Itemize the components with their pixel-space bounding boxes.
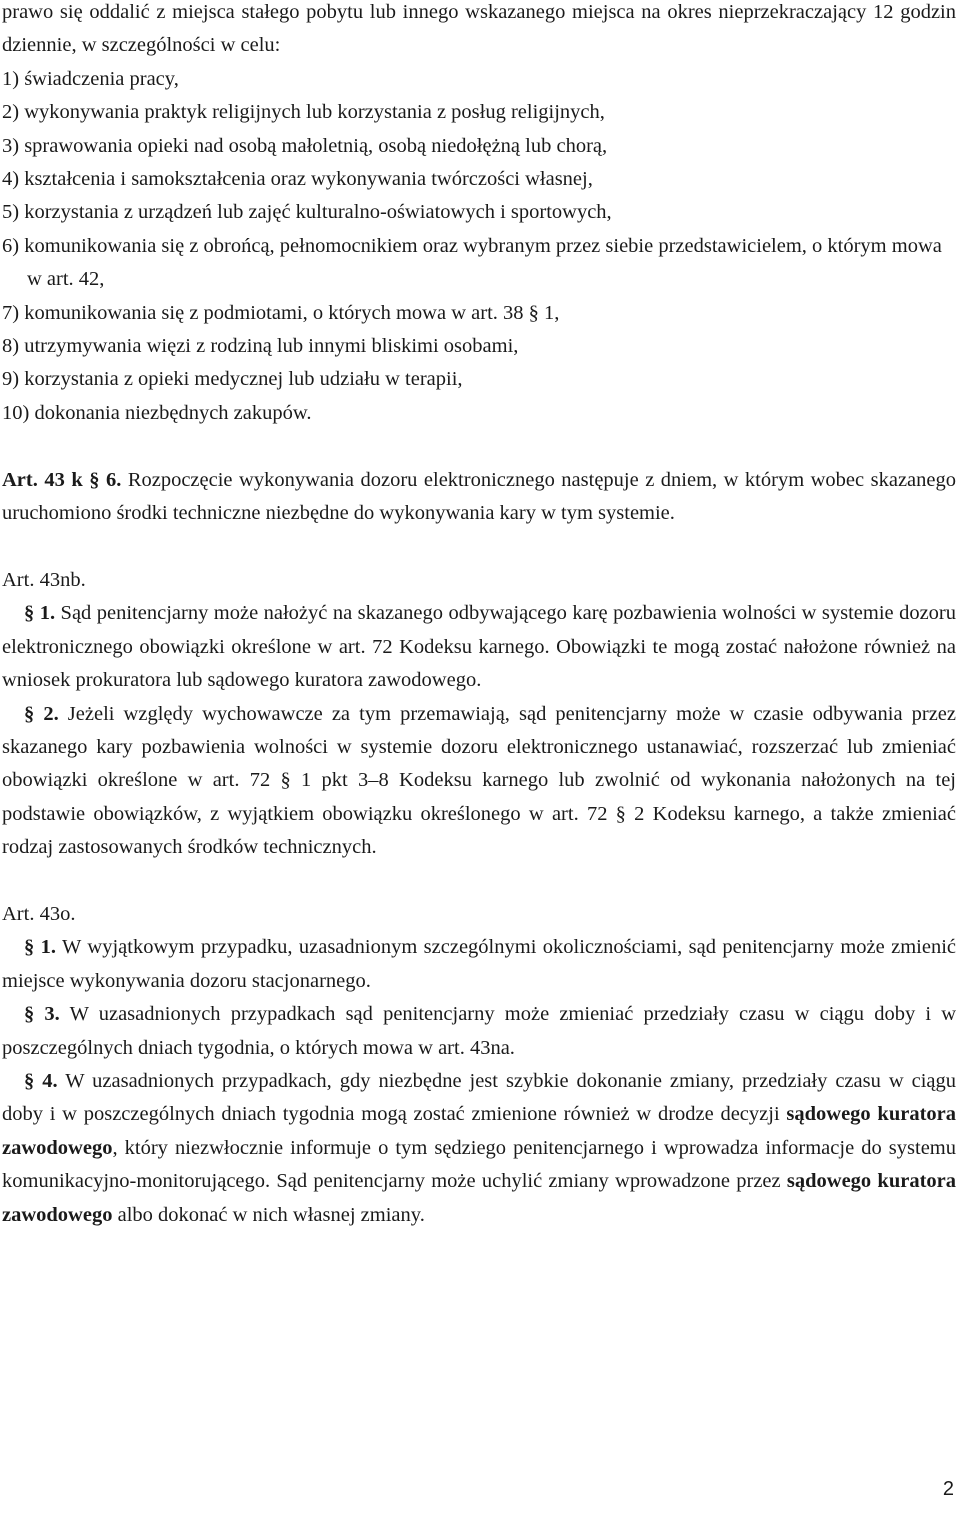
spacer (2, 530, 956, 563)
list-item: 7) komunikowania się z podmiotami, o których mowa w art. 38 § 1, (2, 301, 560, 324)
list-item: 3) sprawowania opieki nad osobą małoletnią, osobą niedołężną lub chorą, (2, 134, 608, 157)
list-item: 8) utrzymywania więzi z rodziną lub innymi bliskimi osobami, (2, 335, 519, 358)
list-item: 9) korzystania z opieki medycznej lub udziału w terapii, (2, 368, 463, 391)
article-43k6 (2, 464, 956, 531)
paragraph-number: § 1. (24, 602, 56, 625)
list-item: 5) korzystania z urządzeń lub zajęć kulturalno-oświatowych i sportowych, (2, 201, 612, 224)
spacer (2, 430, 956, 463)
paragraph-text: Sąd penitencjarny może nałożyć na skazanego odbywającego karę pozbawienia wolności w systemie dozoru elektronicznego obowiązki określone w art. 72 Kodeksu karnego. Obowiązki te mogą zostać nałożone również na wniosek prokuratora lub sądowego kuratora zawodowego. (2, 602, 957, 692)
list-item: 2) wykonywania praktyk religijnych lub korzystania z posług religijnych, (2, 101, 605, 124)
bold-term: sądowego kuratora zawodowego (2, 1170, 956, 1226)
paragraph-text: , który niezwłocznie informuje o tym sędziego penitencjarnego i wprowadza informacje do systemu komunikacyjno-monitorującego. Sąd penitencjarny może uchylić zmiany wprowadzone przez (2, 1136, 956, 1193)
bold-term: sądowego kuratora zawodowego (2, 1103, 956, 1159)
paragraph-text: W uzasadnionych przypadkach sąd penitencjarny może zmieniać przedziały czasu w ciągu doby i w poszczególnych dniach tygodnia, o których mowa w art. 43na. (2, 1003, 957, 1059)
intro-lead: prawo się oddalić z miejsca stałego pobytu lub innego wskazanego miejsca na okres nieprzekraczający 12 godzin dziennie, w szczególności w celu: (2, 1, 956, 57)
paragraph-1 (2, 931, 956, 998)
paragraph-text: Jeżeli względy wychowawcze za tym przemawiają, sąd penitencjarny może w czasie odbywania przez skazanego kary pozbawienia wolności w systemie dozoru elektronicznego ustanawiać, rozszerzać lub zmieniać obowiązki określone w art. 72 § 1 pkt 3–8 Kodeksu karnego lub zwolnić od wykonania nałożonych na tej podstawie obowiązków, z wyjątkiem obowiązku określonego w art. 72 § 2 Kodeksu karnego, a także zmieniać rodzaj zastosowanych środków technicznych. (2, 702, 957, 859)
article-text: Rozpoczęcie wykonywania dozoru elektronicznego następuje z dniem, w którym wobec skazanego uruchomiono środki techniczne niezbędne do wykonywania kary w tym systemie. (2, 468, 956, 525)
paragraph-text: W uzasadnionych przypadkach, gdy niezbędne jest szybkie dokonanie zmiany, przedziały czasu w ciągu doby i w poszczególnych dniach tygodnia mogą zostać zmienione również w drodze decyzji (2, 1069, 956, 1126)
paragraph-text: albo dokonać w nich własnej zmiany. (112, 1203, 425, 1226)
list-item: 6) komunikowania się z obrońcą, pełnomocnikiem oraz wybranym przez siebie przedstawicielem, o którym mowa w art. 42, (2, 234, 942, 291)
paragraph-4 (2, 1065, 956, 1232)
paragraph-1 (2, 597, 956, 697)
article-heading: Art. 43 k § 6. (2, 468, 122, 491)
article-heading: Art. 43nb. (2, 568, 86, 591)
spacer (2, 865, 956, 898)
list-item: 1) świadczenia pracy, (2, 67, 179, 90)
list-item: 4) kształcenia i samokształcenia oraz wykonywania twórczości własnej, (2, 168, 593, 191)
paragraph-number: § 4. (24, 1069, 58, 1092)
page-number: 2 (942, 1478, 954, 1500)
paragraph-2 (2, 698, 956, 865)
document-body (2, 0, 956, 1232)
list-item: 10) dokonania niezbędnych zakupów. (2, 401, 312, 424)
paragraph-number: § 1. (24, 936, 57, 959)
paragraph-number: § 2. (24, 702, 59, 725)
paragraph-number: § 3. (24, 1003, 60, 1026)
article-heading: Art. 43o. (2, 902, 76, 925)
paragraph-3 (2, 998, 956, 1065)
paragraph-text: W wyjątkowym przypadku, uzasadnionym szczególnymi okolicznościami, sąd penitencjarny może zmienić miejsce wykonywania dozoru stacjonarnego. (2, 936, 956, 992)
